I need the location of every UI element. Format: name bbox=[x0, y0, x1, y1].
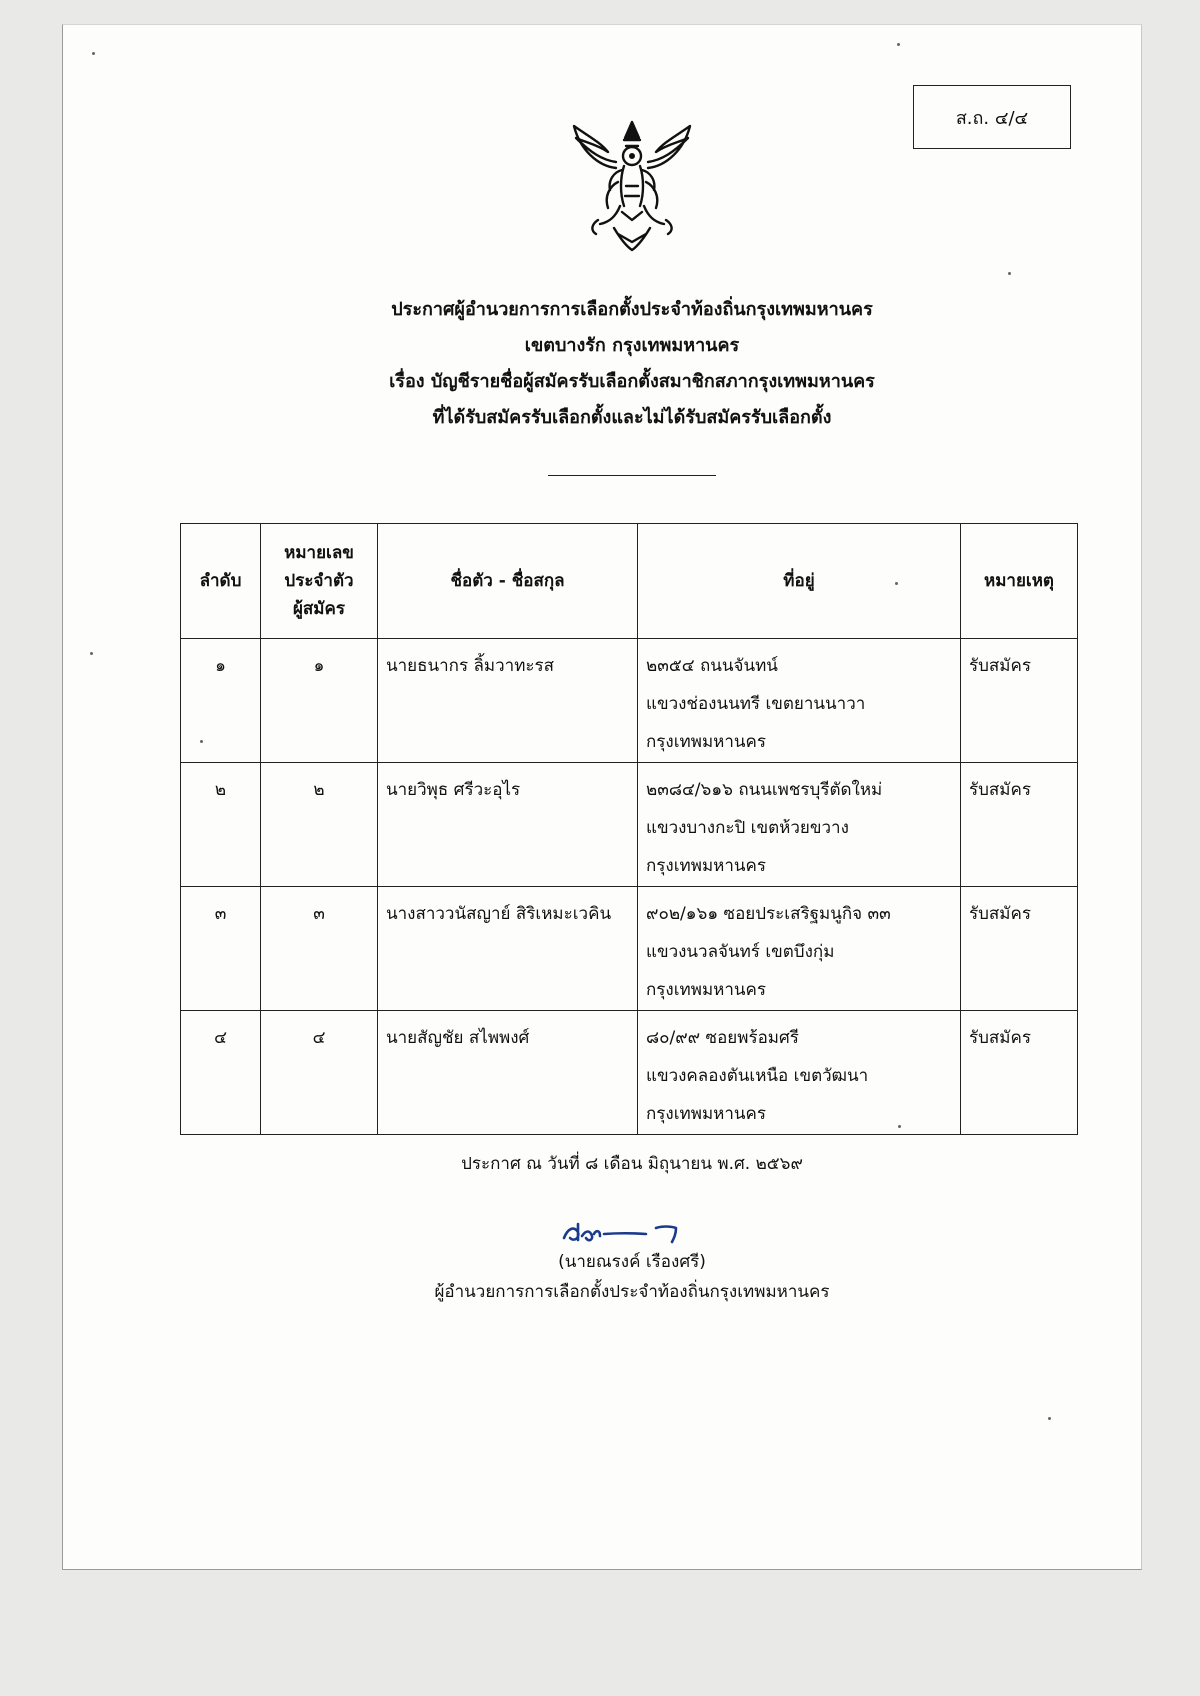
cell-remark: รับสมัคร bbox=[961, 763, 1078, 887]
garuda-emblem bbox=[562, 116, 702, 256]
header-remark: หมายเหตุ bbox=[961, 524, 1078, 639]
cell-remark: รับสมัคร bbox=[961, 1011, 1078, 1135]
heading-line: ที่ได้รับสมัครรับเลือกตั้งและไม่ได้รับสมัครรับเลือกตั้ง bbox=[432, 407, 832, 428]
scan-speck bbox=[92, 52, 95, 55]
cell-name: นายสัญชัย สไพพงศ์ bbox=[378, 1011, 638, 1135]
address-line: แขวงคลองตันเหนือ เขตวัฒนา bbox=[646, 1066, 869, 1086]
announcement-heading bbox=[250, 292, 1014, 436]
table-row bbox=[181, 1011, 1078, 1135]
header-name: ชื่อตัว - ชื่อสกุล bbox=[378, 524, 638, 639]
heading-line: ประกาศผู้อำนวยการการเลือกตั้งประจำท้องถิ่นกรุงเทพมหานคร bbox=[391, 299, 873, 320]
header-number-line: ผู้สมัคร bbox=[292, 599, 346, 619]
form-code-box bbox=[913, 85, 1071, 149]
address-line: ๒๓๘๔/๖๑๖ ถนนเพชรบุรีตัดใหม่ bbox=[646, 780, 883, 800]
scan-speck bbox=[898, 1125, 901, 1128]
address-line: กรุงเทพมหานคร bbox=[646, 1104, 767, 1124]
heading-line: เขตบางรัก กรุงเทพมหานคร bbox=[524, 335, 740, 356]
address-line: ๘๐/๙๙ ซอยพร้อมศรี bbox=[646, 1028, 799, 1048]
table-row bbox=[181, 763, 1078, 887]
cell-address bbox=[638, 1011, 961, 1135]
scan-speck bbox=[897, 43, 900, 46]
address-line: กรุงเทพมหานคร bbox=[646, 732, 767, 752]
cell-remark: รับสมัคร bbox=[961, 639, 1078, 763]
cell-order: ๒ bbox=[181, 763, 261, 887]
header-order: ลำดับ bbox=[181, 524, 261, 639]
table-header-row bbox=[181, 524, 1078, 639]
header-number bbox=[261, 524, 378, 639]
cell-address bbox=[638, 763, 961, 887]
cell-number: ๒ bbox=[261, 763, 378, 887]
address-line: ๒๓๕๔ ถนนจันทน์ bbox=[646, 656, 778, 676]
header-number-line: หมายเลข bbox=[284, 543, 354, 563]
address-line: ๙๐๒/๑๖๑ ซอยประเสริฐมนูกิจ ๓๓ bbox=[646, 904, 891, 924]
address-line: แขวงบางกะปิ เขตห้วยขวาง bbox=[646, 818, 849, 838]
candidates-table bbox=[180, 523, 1078, 1135]
form-code: ส.ถ. ๔/๔ bbox=[955, 107, 1029, 129]
cell-name: นายวิพุธ ศรีวะอุไร bbox=[378, 763, 638, 887]
signer-position: ผู้อำนวยการการเลือกตั้งประจำท้องถิ่นกรุงเทพมหานคร bbox=[434, 1282, 830, 1302]
scan-speck bbox=[1008, 272, 1011, 275]
cell-order: ๔ bbox=[181, 1011, 261, 1135]
cell-number: ๔ bbox=[261, 1011, 378, 1135]
signature-scribble bbox=[560, 1218, 688, 1246]
scan-speck bbox=[90, 652, 93, 655]
address-line: กรุงเทพมหานคร bbox=[646, 856, 767, 876]
cell-name: นางสาววนัสญาย์ สิริเหมะเวคิน bbox=[378, 887, 638, 1011]
table-row bbox=[181, 639, 1078, 763]
header-number-line: ประจำตัว bbox=[284, 571, 354, 591]
cell-number: ๓ bbox=[261, 887, 378, 1011]
address-line: กรุงเทพมหานคร bbox=[646, 980, 767, 1000]
cell-name: นายธนากร ลิ้มวาทะรส bbox=[378, 639, 638, 763]
cell-order: ๑ bbox=[181, 639, 261, 763]
announcement-date: ประกาศ ณ วันที่ ๘ เดือน มิถุนายน พ.ศ. ๒๕๖๙ bbox=[461, 1154, 803, 1174]
heading-line: เรื่อง บัญชีรายชื่อผู้สมัครรับเลือกตั้งสมาชิกสภากรุงเทพมหานคร bbox=[389, 371, 875, 392]
signer-name: (นายณรงค์ เรืองศรี) bbox=[558, 1252, 706, 1272]
address-line: แขวงช่องนนทรี เขตยานนาวา bbox=[646, 694, 866, 714]
header-address: ที่อยู่ bbox=[638, 524, 961, 639]
scan-speck bbox=[895, 582, 898, 585]
cell-address bbox=[638, 887, 961, 1011]
scan-speck bbox=[200, 740, 203, 743]
address-line: แขวงนวลจันทร์ เขตบึงกุ่ม bbox=[646, 942, 835, 962]
scan-speck bbox=[1048, 1417, 1051, 1420]
cell-order: ๓ bbox=[181, 887, 261, 1011]
cell-remark: รับสมัคร bbox=[961, 887, 1078, 1011]
table-row bbox=[181, 887, 1078, 1011]
cell-number: ๑ bbox=[261, 639, 378, 763]
cell-address bbox=[638, 639, 961, 763]
heading-divider bbox=[548, 475, 716, 476]
